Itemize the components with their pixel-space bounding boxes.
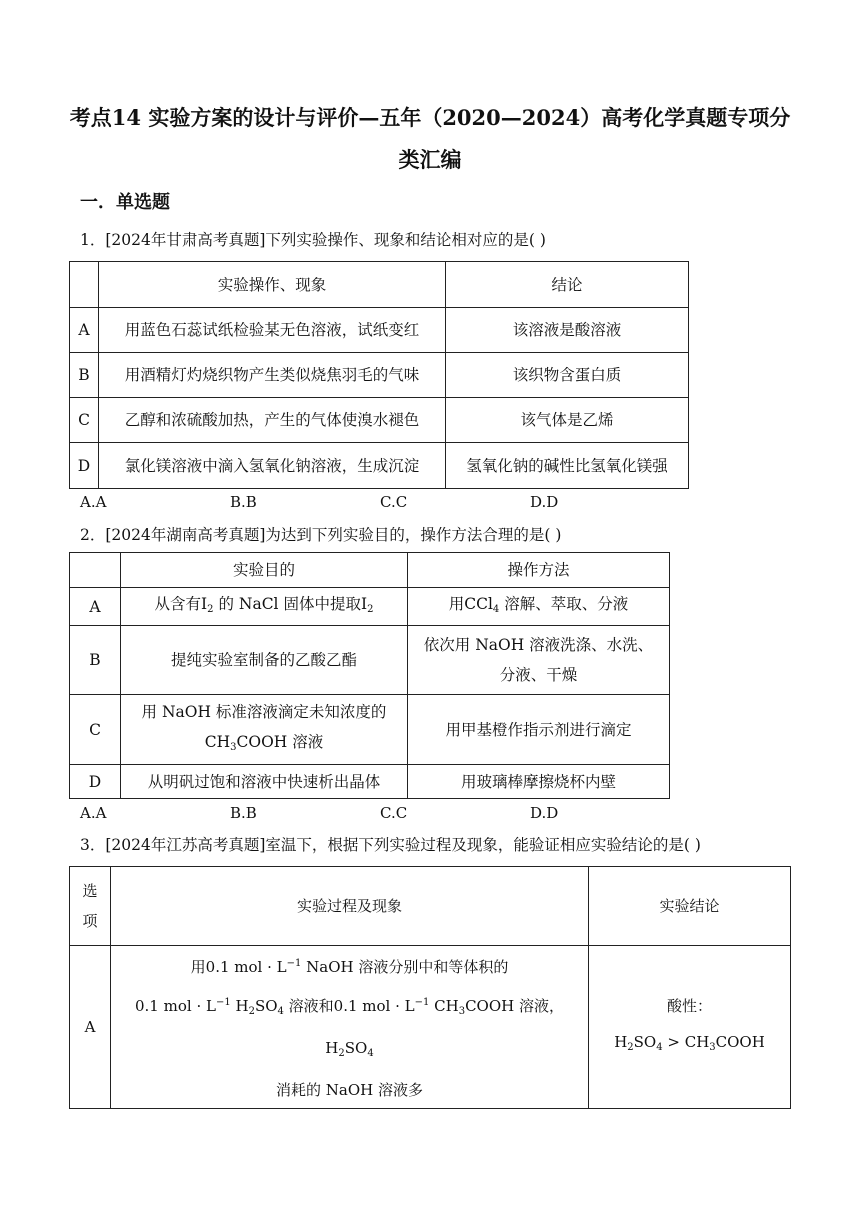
text-line: 分液、干燥 — [499, 666, 578, 684]
doc-title-line2: 类汇编 — [398, 147, 462, 172]
q1-row-conclusion: 该织物含蛋白质 — [446, 353, 689, 398]
text-line: 项 — [82, 912, 98, 930]
text-line: 选 — [82, 882, 98, 900]
text: COOH 溶液， H — [325, 997, 564, 1057]
q3-header-conclusion: 实验结论 — [589, 867, 791, 946]
q2-row-label: C — [70, 695, 121, 765]
q1-row-label: D — [70, 443, 99, 489]
q1-header-conclusion: 结论 — [446, 262, 689, 308]
q2-row-method — [408, 626, 670, 695]
text: COOH — [715, 1033, 765, 1051]
text: 溶液和0.1 mol · L — [283, 997, 415, 1015]
subscript: 2 — [338, 1048, 345, 1059]
subscript: 4 — [656, 1042, 663, 1053]
subscript: 2 — [207, 603, 214, 615]
q1-header-empty — [70, 262, 99, 308]
q3-row-label: A — [70, 946, 111, 1109]
q2-header-goal: 实验目的 — [121, 553, 408, 588]
q3-header-option — [70, 867, 111, 946]
text-line — [111, 985, 588, 1072]
q1-row-label: A — [70, 308, 99, 353]
q3-row-conclusion — [589, 946, 791, 1109]
q2-option-c[interactable]: C.C — [380, 804, 408, 822]
text-line — [589, 1024, 790, 1066]
text: SO — [344, 1039, 368, 1057]
q1-row-label: C — [70, 398, 99, 443]
q1-header-operation: 实验操作、现象 — [99, 262, 446, 308]
q2-option-d[interactable]: D.D — [530, 804, 559, 822]
text: H — [230, 997, 249, 1015]
superscript: −1 — [286, 958, 302, 969]
q1-row-operation: 用酒精灯灼烧织物产生类似烧焦羽毛的气味 — [99, 353, 446, 398]
q3-header-process: 实验过程及现象 — [111, 867, 589, 946]
subscript: 3 — [230, 741, 237, 753]
subscript: 3 — [709, 1042, 716, 1053]
q1-row-conclusion: 该气体是乙烯 — [446, 398, 689, 443]
subscript: 2 — [367, 603, 374, 615]
q1-option-c[interactable]: C.C — [380, 493, 408, 511]
q2-header-empty — [70, 553, 121, 588]
q3-table — [69, 866, 791, 1109]
q2-row-goal — [121, 588, 408, 626]
text-line: 酸性： — [666, 997, 712, 1015]
text: 溶解、萃取、分液 — [504, 594, 629, 613]
q2-option-b[interactable]: B.B — [230, 804, 257, 822]
text: 的 NaCl 固体中提取I — [218, 594, 368, 613]
q2-row-goal — [121, 695, 408, 765]
subscript: 4 — [367, 1048, 374, 1059]
text-line — [121, 727, 407, 763]
q2-stem: 2．[2024年湖南高考真题]为达到下列实验目的，操作方法合理的是( ) — [80, 526, 562, 544]
text: CH — [429, 997, 459, 1015]
q1-row-operation: 氯化镁溶液中滴入氢氧化钠溶液，生成沉淀 — [99, 443, 446, 489]
q2-row-method: 用甲基橙作指示剂进行滴定 — [408, 695, 670, 765]
q2-row-label: A — [70, 588, 121, 626]
q1-option-d[interactable]: D.D — [530, 493, 559, 511]
text: COOH 溶液 — [236, 732, 324, 751]
q2-option-a[interactable]: A.A — [80, 804, 107, 822]
doc-title-line1: 考点14 实验方案的设计与评价—五年（2020—2024）高考化学真题专项分 — [69, 105, 791, 130]
q1-table — [69, 261, 689, 489]
superscript: −1 — [215, 997, 231, 1008]
q1-row-operation: 用蓝色石蕊试纸检验某无色溶液，试纸变红 — [99, 308, 446, 353]
q2-row-label: B — [70, 626, 121, 695]
text: > CH — [662, 1033, 710, 1051]
text: CH — [204, 732, 231, 751]
text-line: 消耗的 NaOH 溶液多 — [276, 1081, 423, 1099]
q3-row-process — [111, 946, 589, 1109]
q1-row-conclusion: 该溶液是酸溶液 — [446, 308, 689, 353]
section-heading: 一．单选题 — [80, 192, 170, 213]
q3-stem: 3．[2024年江苏高考真题]室温下，根据下列实验过程及现象，能验证相应实验结论的是( ) — [80, 836, 701, 854]
subscript: 2 — [627, 1042, 634, 1053]
subscript: 4 — [492, 603, 500, 615]
q2-row-goal: 从明矾过饱和溶液中快速析出晶体 — [121, 765, 408, 799]
subscript: 2 — [248, 1006, 255, 1017]
text: 从含有I — [154, 594, 208, 613]
q2-header-method: 操作方法 — [408, 553, 670, 588]
q1-row-label: B — [70, 353, 99, 398]
text-line: 依次用 NaOH 溶液洗涤、水洗、 — [423, 636, 654, 654]
text: SO — [254, 997, 278, 1015]
text-line — [111, 946, 588, 985]
text: 用0.1 mol · L — [190, 958, 287, 976]
subscript: 3 — [458, 1006, 466, 1017]
text: 0.1 mol · L — [135, 997, 216, 1015]
q2-table — [69, 552, 670, 799]
subscript: 4 — [277, 1006, 284, 1017]
text: SO — [633, 1033, 657, 1051]
q1-option-b[interactable]: B.B — [230, 493, 257, 511]
q1-row-conclusion: 氢氧化钠的碱性比氢氧化镁强 — [446, 443, 689, 489]
text: 用CCl — [448, 594, 493, 613]
q1-row-operation: 乙醇和浓硫酸加热，产生的气体使溴水褪色 — [99, 398, 446, 443]
q2-row-goal: 提纯实验室制备的乙酸乙酯 — [121, 626, 408, 695]
q2-row-method: 用玻璃棒摩擦烧杯内壁 — [408, 765, 670, 799]
text: NaOH 溶液分别中和等体积的 — [301, 958, 509, 976]
q1-stem: 1．[2024年甘肃高考真题]下列实验操作、现象和结论相对应的是( ) — [80, 231, 546, 249]
superscript: −1 — [414, 997, 430, 1008]
text: H — [614, 1033, 628, 1051]
q2-row-label: D — [70, 765, 121, 799]
q1-option-a[interactable]: A.A — [80, 493, 107, 511]
q2-row-method — [408, 588, 670, 626]
text-line: 用 NaOH 标准溶液滴定未知浓度的 — [141, 702, 387, 721]
